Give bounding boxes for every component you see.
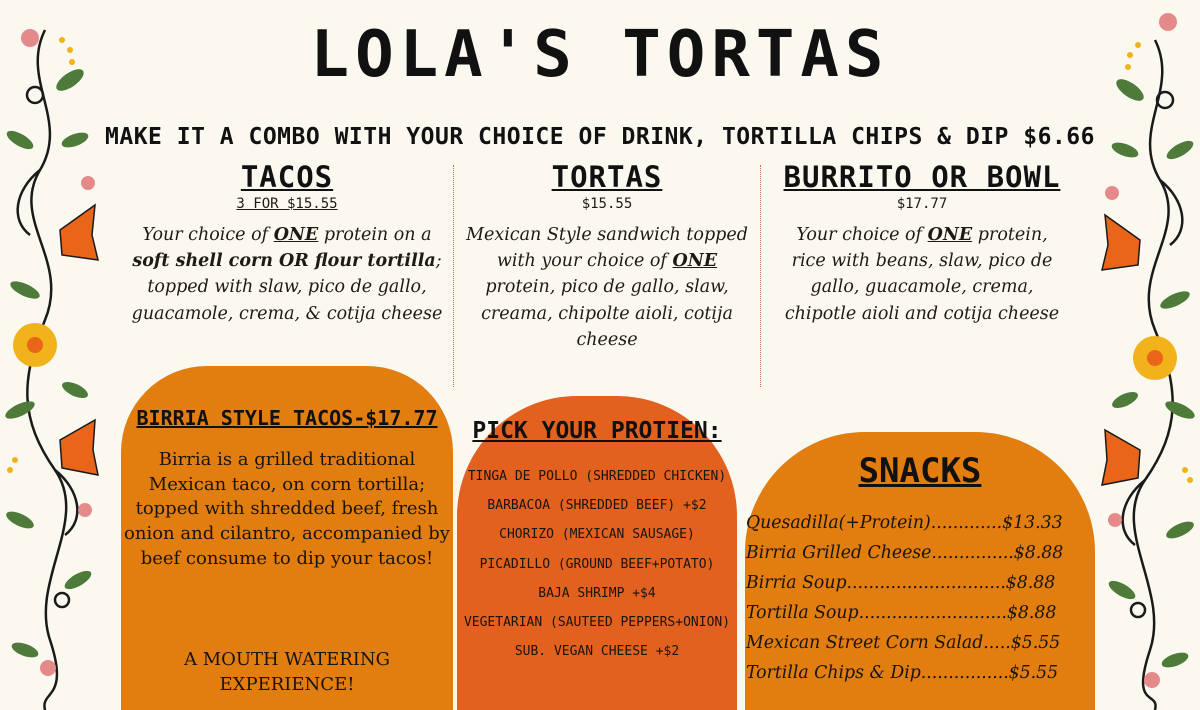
protein-item: BAJA SHRIMP +$4 — [538, 585, 656, 601]
tacos-price: 3 FOR $15.55 — [236, 195, 338, 212]
burrito-description: Your choice of ONE protein, rice with beans, slaw, pico de gallo, guacamole, crema, chipotle aioli and cotija cheese — [784, 224, 1060, 324]
burrito-section — [778, 162, 1066, 327]
burrito-price: $17.77 — [896, 195, 948, 212]
protein-title: PICK YOUR PROTIEN: — [472, 418, 722, 444]
combo-subtitle: MAKE IT A COMBO WITH YOUR CHOICE OF DRINK, TORTILLA CHIPS & DIP $6.66 — [105, 124, 1095, 150]
column-divider — [453, 165, 454, 387]
tortas-price: $15.55 — [581, 195, 633, 212]
snack-item: Tortilla Soup...........................$8.88 — [746, 603, 1057, 623]
birria-tagline: A MOUTH WATERING EXPERIENCE! — [183, 649, 391, 695]
snack-item: Tortilla Chips & Dip................$5.55 — [746, 663, 1059, 683]
tortas-heading: TORTAS — [551, 160, 663, 194]
protein-item: SUB. VEGAN CHEESE +$2 — [514, 644, 680, 660]
tacos-heading: TACOS — [240, 160, 334, 194]
birria-description: Birria is a grilled traditional Mexican taco, on corn tortilla; topped with shredded beef, fresh onion and cilantro, accompanied by beef consume to dip your tacos! — [124, 449, 450, 569]
snack-item: Quesadilla(+Protein).............$13.33 — [746, 513, 1063, 533]
tortas-section — [462, 162, 752, 353]
tacos-description: Your choice of ONE protein on a soft shell corn OR flour tortilla; topped with slaw, pico de gallo, guacamole, crema, & cotija cheese — [131, 224, 443, 324]
protein-item: TINGA DE POLLO (SHREDDED CHICKEN) — [467, 469, 727, 484]
tortas-description: Mexican Style sandwich topped with your choice of ONE protein, pico de gallo, slaw, creama, chipolte aioli, cotija cheese — [466, 224, 748, 350]
snacks-list — [746, 508, 1098, 688]
protein-item: CHORIZO (MEXICAN SAUSAGE) — [499, 527, 695, 543]
protein-item: PICADILLO (GROUND BEEF+POTATO) — [479, 556, 715, 572]
protein-item: BARBACOA (SHREDDED BEEF) +$2 — [487, 498, 707, 514]
burrito-heading: BURRITO OR BOWL — [783, 160, 1061, 194]
snack-item: Birria Soup.............................$8.88 — [746, 573, 1056, 593]
floral-vine-right-icon — [1100, 0, 1200, 710]
snack-item: Birria Grilled Cheese...............$8.88 — [746, 543, 1064, 563]
protein-list — [457, 462, 737, 666]
snack-item: Mexican Street Corn Salad.....$5.55 — [746, 633, 1061, 653]
tacos-section — [128, 162, 446, 327]
snacks-title: SNACKS — [858, 451, 982, 491]
page-title: LOLA'S TORTAS — [310, 18, 890, 92]
protein-item: VEGETARIAN (SAUTEED PEPPERS+ONION) — [463, 614, 731, 630]
column-divider — [760, 165, 761, 387]
birria-title: BIRRIA STYLE TACOS-$17.77 — [136, 406, 438, 430]
floral-vine-left-icon — [0, 0, 100, 710]
